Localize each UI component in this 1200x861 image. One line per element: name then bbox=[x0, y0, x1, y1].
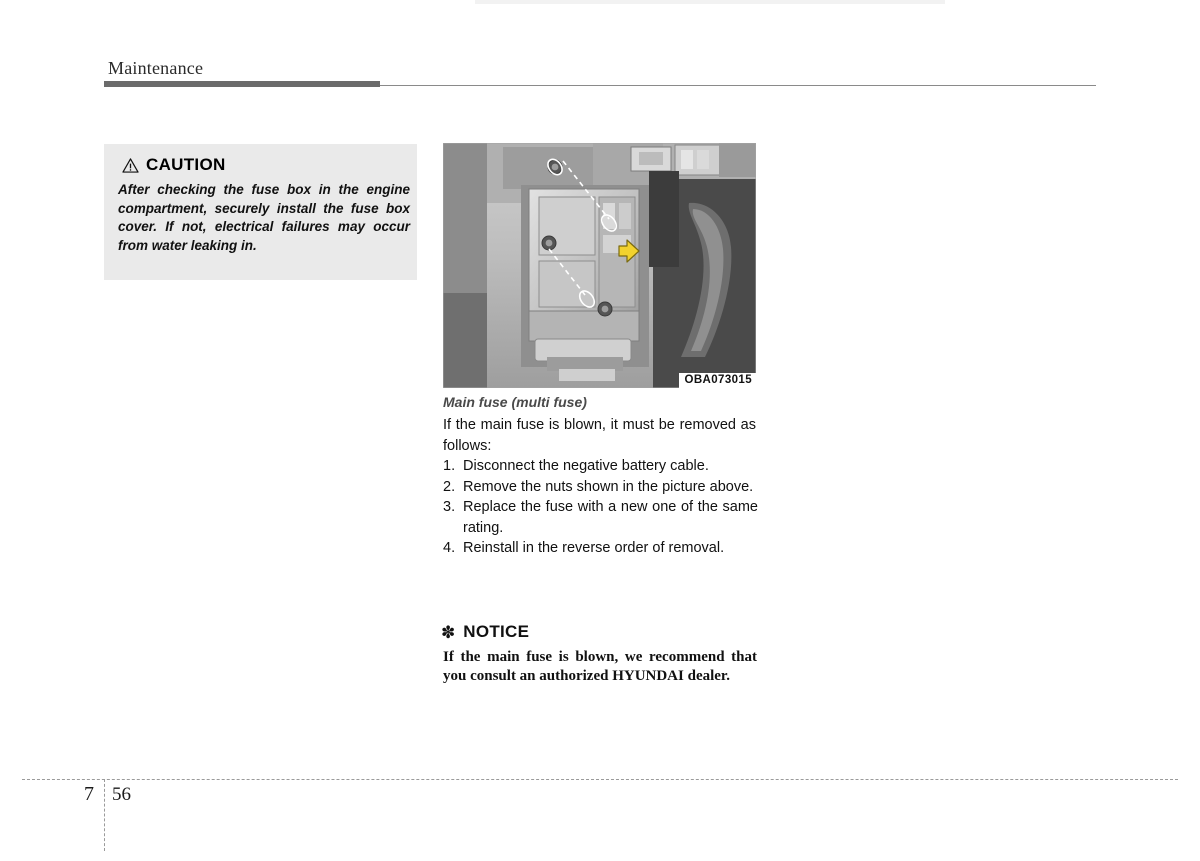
step-text: Remove the nuts shown in the picture above. bbox=[463, 478, 754, 495]
step-text: Replace the fuse with a new one of the same rating. bbox=[463, 499, 758, 536]
step-text: Disconnect the negative battery cable. bbox=[463, 458, 709, 474]
figure-code-label: OBA073015 bbox=[679, 373, 756, 388]
footer-divider bbox=[22, 779, 1178, 780]
fuse-box-photo bbox=[443, 143, 756, 388]
notice-heading bbox=[441, 622, 529, 642]
list-item bbox=[443, 456, 758, 477]
header-rule-bold bbox=[104, 81, 380, 87]
section-intro-paragraph: If the main fuse is blown, it must be removed as follows: bbox=[443, 417, 756, 454]
step-text: Reinstall in the reverse order of removal. bbox=[463, 540, 725, 557]
asterisk-icon: ✽ bbox=[441, 622, 456, 642]
procedure-steps-list bbox=[443, 456, 758, 559]
warning-triangle-icon bbox=[122, 158, 139, 173]
section-subheading: Main fuse (multi fuse) bbox=[443, 394, 587, 410]
caution-label: CAUTION bbox=[146, 155, 226, 174]
list-item bbox=[443, 497, 758, 538]
step-number: 3. bbox=[443, 499, 456, 516]
header-rule-thin bbox=[380, 85, 1096, 86]
list-item bbox=[443, 477, 758, 498]
step-number: 2. bbox=[443, 478, 456, 495]
step-number: 1. bbox=[443, 458, 456, 474]
scan-artifact bbox=[475, 0, 945, 4]
list-item bbox=[443, 538, 758, 559]
footer-vertical-divider bbox=[104, 779, 105, 851]
fuse-box-illustration bbox=[443, 143, 756, 388]
caution-callout bbox=[104, 144, 417, 280]
step-number: 4. bbox=[443, 540, 456, 557]
page-header-title: Maintenance bbox=[108, 58, 204, 78]
footer-chapter-number: 7 bbox=[84, 783, 94, 805]
notice-body-text: If the main fuse is blown, we recommend that you consult an authorized HYUNDAI dealer. bbox=[443, 649, 757, 685]
caution-heading bbox=[122, 155, 226, 175]
notice-label: NOTICE bbox=[463, 622, 530, 641]
footer-page-number: 56 bbox=[112, 784, 131, 805]
caution-body-text: After checking the fuse box in the engine compartment, securely install the fuse box cover. If not, electrical failures may occur from water leaking in. bbox=[118, 182, 410, 253]
